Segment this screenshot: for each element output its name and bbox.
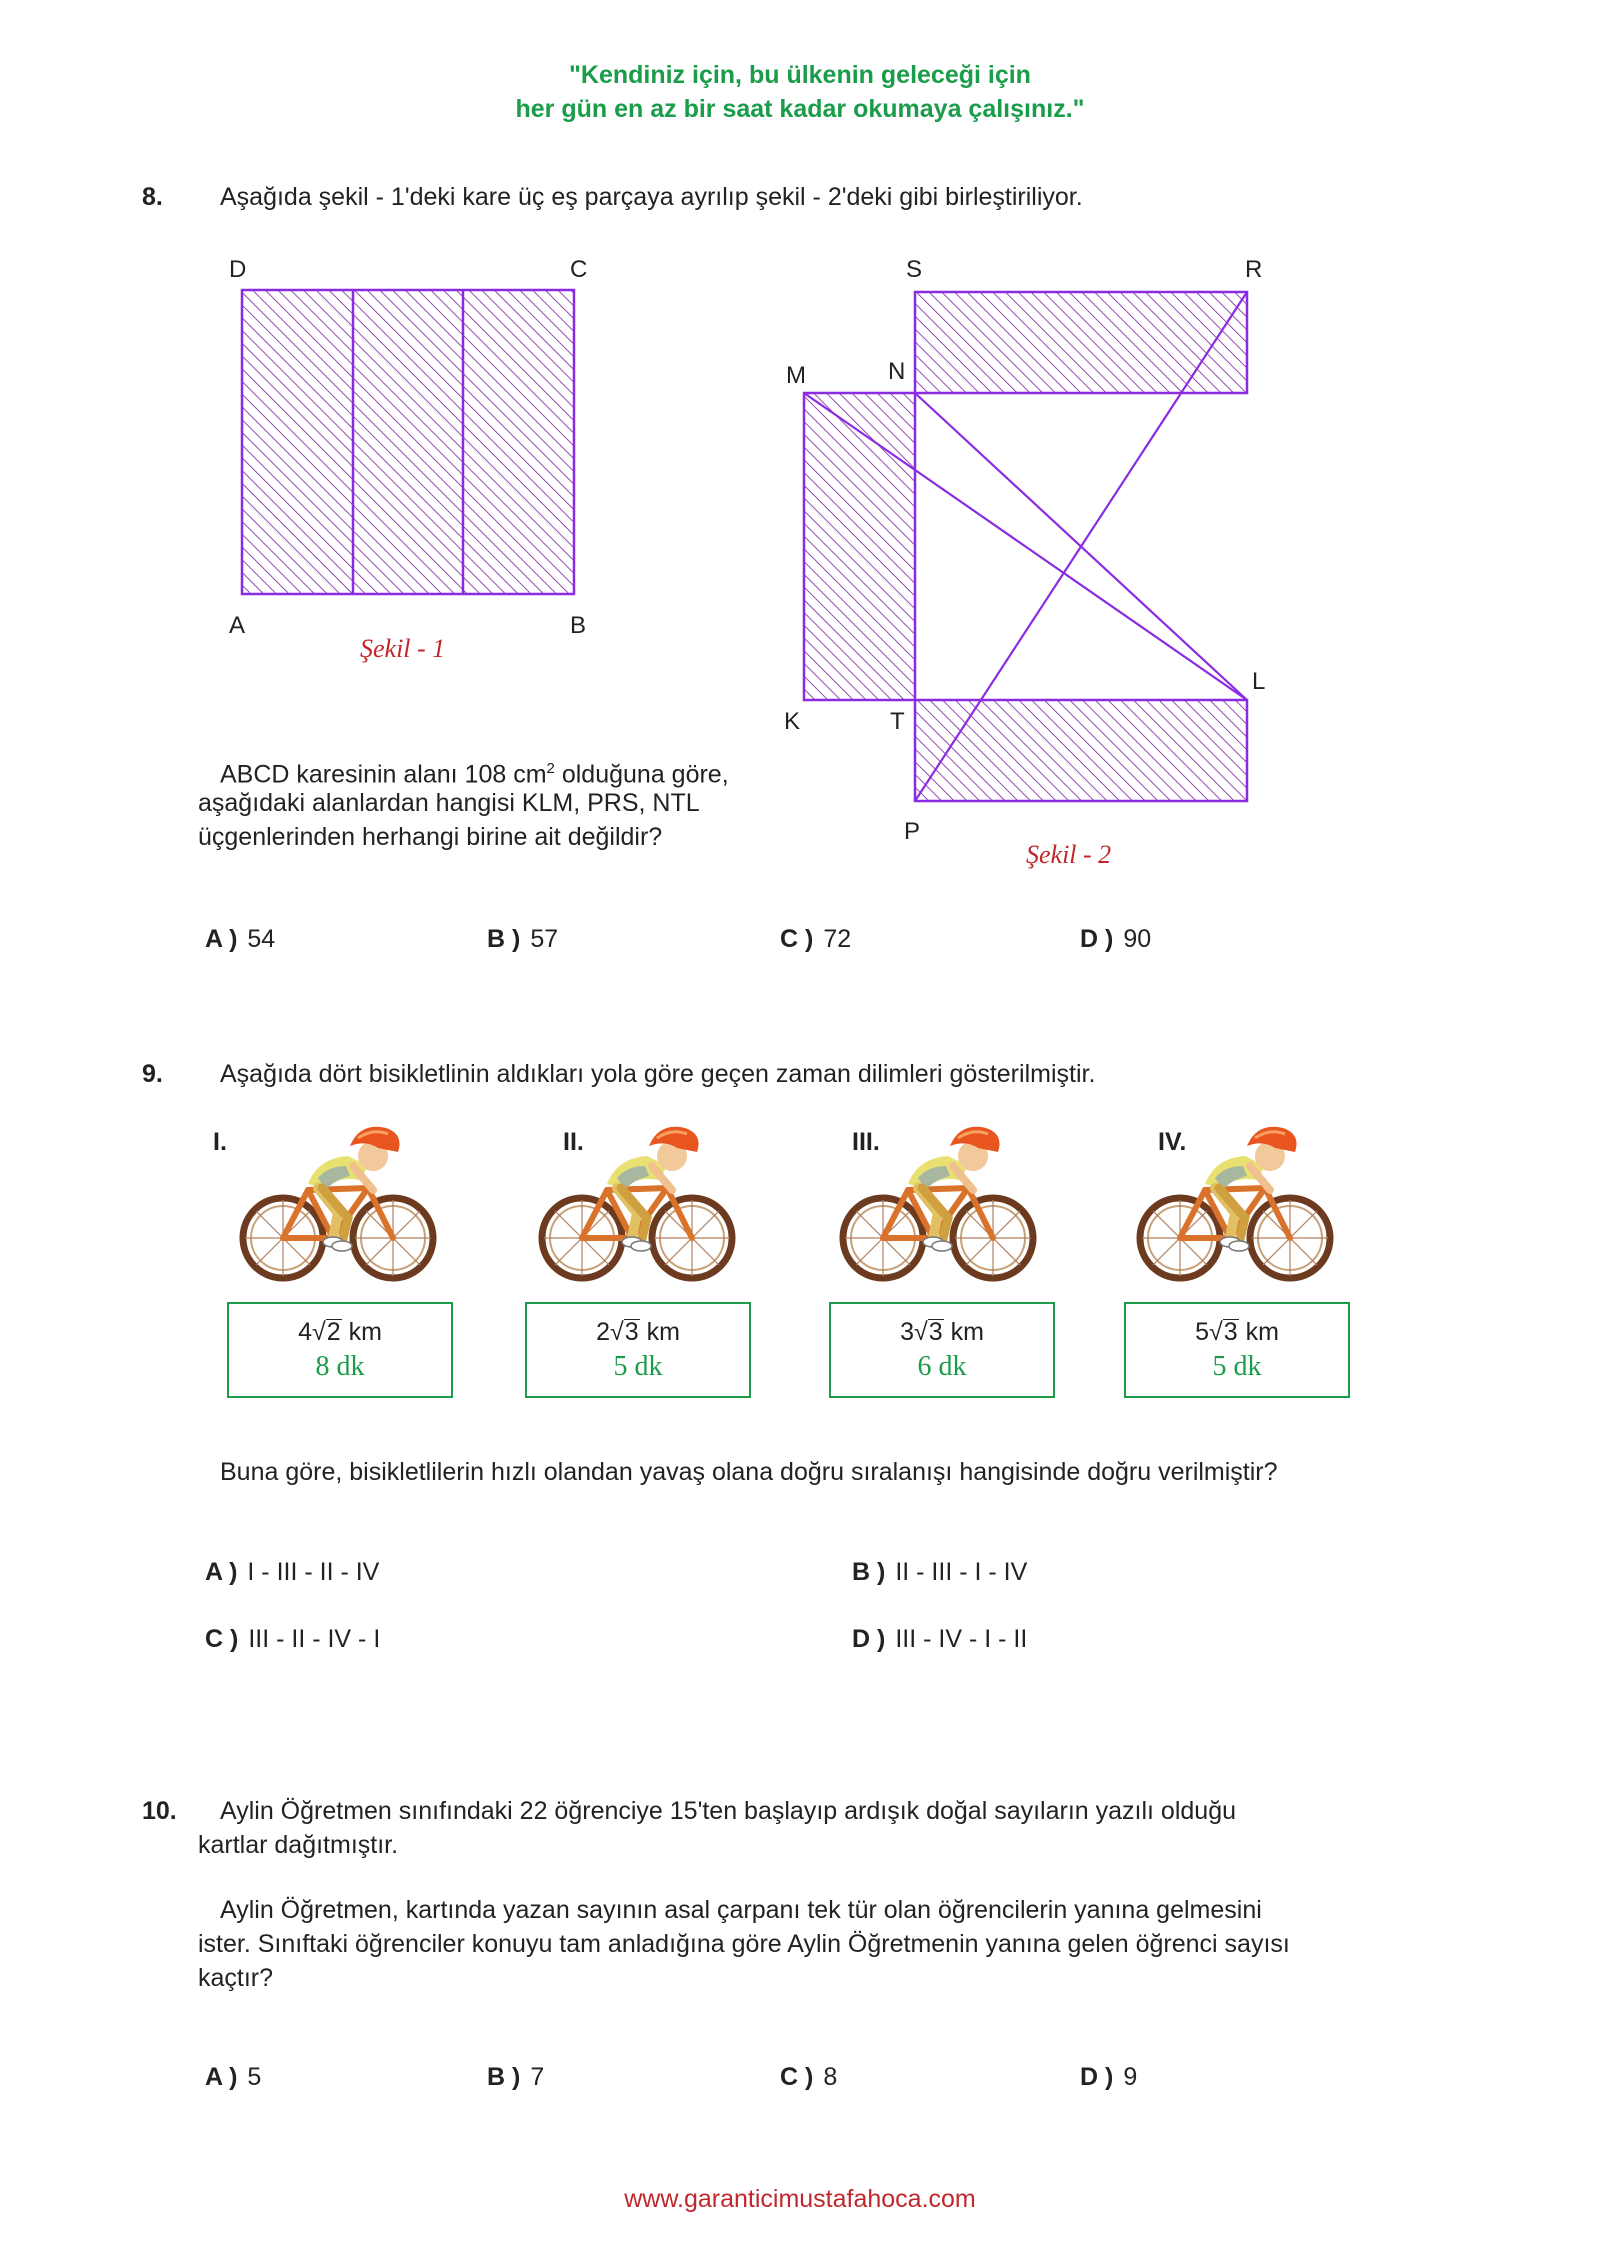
- q10-line-5: kaçtır?: [198, 1964, 274, 1992]
- point-C: C: [570, 256, 588, 283]
- point-T: T: [890, 708, 905, 735]
- q8-number: 8.: [142, 183, 163, 211]
- q10-option-b[interactable]: B ) 7: [487, 2063, 545, 2091]
- q9-question: Buna göre, bisikletlilerin hızlı olandan yavaş olana doğru sıralanışı hangisinde doğru verilmiştir?: [220, 1458, 1278, 1486]
- footer-url[interactable]: www.garanticimustafahoca.com: [624, 2185, 976, 2213]
- cyclist-icon: [1135, 1118, 1335, 1288]
- rider-4-distance: 5√3 km: [1195, 1318, 1279, 1346]
- point-M: M: [786, 362, 806, 389]
- q9-option-b[interactable]: B ) II - III - I - IV: [852, 1558, 1028, 1586]
- q10-option-a[interactable]: A ) 5: [205, 2063, 262, 2091]
- cyclist-icon: [838, 1118, 1038, 1288]
- figure-1-caption: Şekil - 1: [360, 634, 446, 663]
- q8-option-c[interactable]: C ) 72: [780, 925, 852, 953]
- q8-option-a[interactable]: A ) 54: [205, 925, 276, 953]
- rider-2-distance: 2√3 km: [596, 1318, 680, 1346]
- q8-body-line-2: aşağıdaki alanlardan hangisi KLM, PRS, NTL: [198, 789, 700, 817]
- cyclist-icon: [537, 1118, 737, 1288]
- rider-1-card: [227, 1302, 453, 1398]
- q10-option-d[interactable]: D ) 9: [1080, 2063, 1138, 2091]
- rider-1-distance: 4√2 km: [298, 1318, 382, 1346]
- q10-number: 10.: [142, 1797, 177, 1825]
- point-S: S: [906, 256, 923, 283]
- q10-line-1: Aylin Öğretmen sınıfındaki 22 öğrenciye 15'ten başlayıp ardışık doğal sayıların yazılı olduğu: [220, 1797, 1237, 1825]
- q8-text: Aşağıda şekil - 1'deki kare üç eş parçaya ayrılıp şekil - 2'deki gibi birleştiriliyor.: [220, 183, 1083, 211]
- point-P: P: [904, 818, 921, 845]
- point-B: B: [570, 612, 587, 639]
- cyclist-icon: [238, 1118, 438, 1288]
- q8-body-line-3: üçgenlerinden herhangi birine ait değildir?: [198, 823, 663, 851]
- point-N: N: [888, 358, 906, 385]
- rider-3-label: III.: [852, 1128, 880, 1156]
- rider-4-time: 5 dk: [1212, 1351, 1262, 1382]
- rider-3-card: [829, 1302, 1055, 1398]
- rider-3-distance: 3√3 km: [900, 1318, 984, 1346]
- rider-2-time: 5 dk: [613, 1351, 663, 1382]
- q8-option-d[interactable]: D ) 90: [1080, 925, 1152, 953]
- q9-option-a[interactable]: A ) I - III - II - IV: [205, 1558, 380, 1586]
- q10-option-c[interactable]: C ) 8: [780, 2063, 838, 2091]
- point-R: R: [1245, 256, 1263, 283]
- rect-MKT: [804, 393, 915, 700]
- rect-TLP: [915, 700, 1247, 801]
- rider-3-time: 6 dk: [917, 1351, 967, 1382]
- q9-number: 9.: [142, 1060, 163, 1088]
- q8-body-line-1: ABCD karesinin alanı 108 $cm^2$ olduğuna göre,: [220, 760, 729, 789]
- figure-2-caption: Şekil - 2: [1026, 840, 1112, 869]
- rider-2-card: [525, 1302, 751, 1398]
- rect-SNR: [915, 292, 1247, 393]
- rider-1-label: I.: [213, 1128, 227, 1156]
- figure-1-square: [242, 290, 574, 594]
- point-K: K: [784, 708, 801, 735]
- q9-option-c[interactable]: C ) III - II - IV - I: [205, 1625, 381, 1653]
- point-L: L: [1252, 668, 1266, 695]
- motto-line-1: "Kendiniz için, bu ülkenin geleceği için: [569, 61, 1031, 89]
- rider-2-label: II.: [563, 1128, 584, 1156]
- rider-1-time: 8 dk: [315, 1351, 365, 1382]
- q9-option-d[interactable]: D ) III - IV - I - II: [852, 1625, 1028, 1653]
- q8-option-b[interactable]: B ) 57: [487, 925, 559, 953]
- rider-4-label: IV.: [1158, 1128, 1187, 1156]
- q10-line-4: ister. Sınıftaki öğrenciler konuyu tam anladığına göre Aylin Öğretmenin yanına gelen öğrenci sayısı: [198, 1930, 1290, 1958]
- figure-2-shape: [804, 292, 1247, 801]
- point-D: D: [229, 256, 247, 283]
- point-A: A: [229, 612, 246, 639]
- q10-line-2: kartlar dağıtmıştır.: [198, 1831, 399, 1859]
- motto-line-2: her gün en az bir saat kadar okumaya çalışınız.": [515, 95, 1085, 123]
- rider-4-card: [1124, 1302, 1350, 1398]
- q10-line-3: Aylin Öğretmen, kartında yazan sayının asal çarpanı tek tür olan öğrencilerin yanına gelmesini: [220, 1896, 1262, 1924]
- q9-text: Aşağıda dört bisikletlinin aldıkları yola göre geçen zaman dilimleri gösterilmiştir.: [220, 1060, 1096, 1088]
